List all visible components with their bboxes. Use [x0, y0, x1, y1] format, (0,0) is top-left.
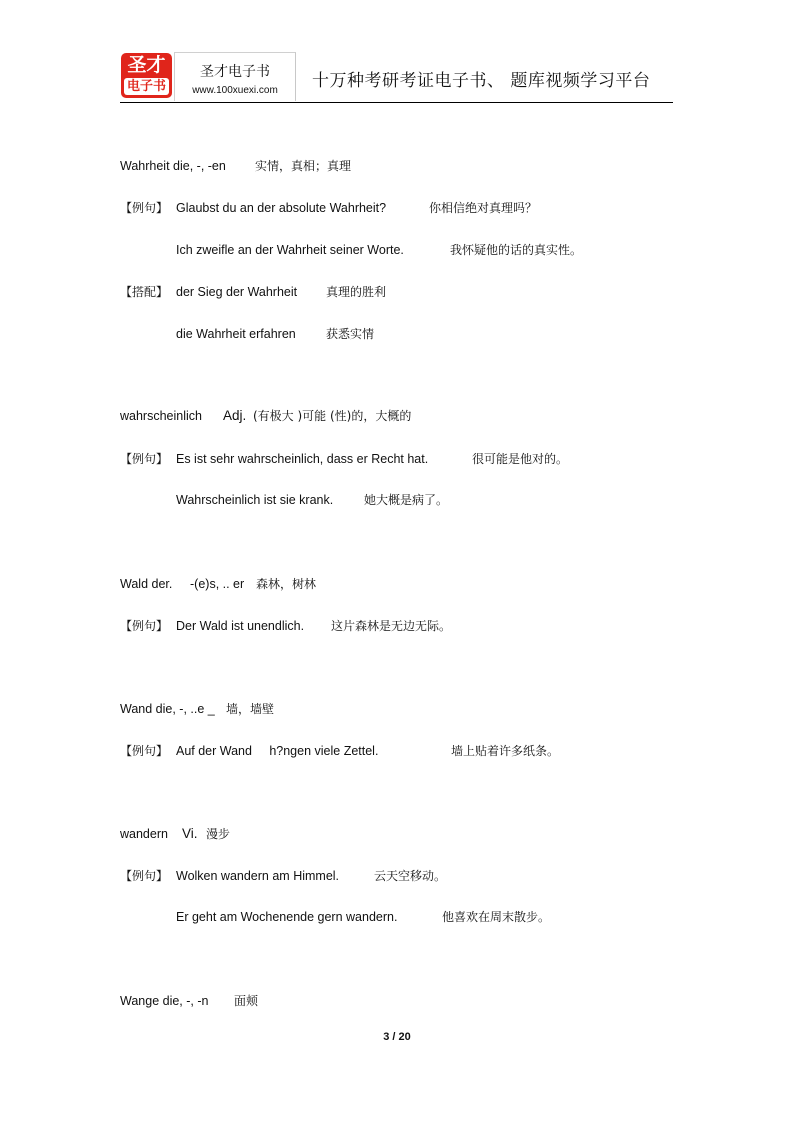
- tag-label: 【例句】: [120, 869, 169, 883]
- example-line: [120, 618, 452, 634]
- german-text: Ich zweifle an der Wahrheit seiner Worte.: [176, 243, 404, 257]
- word-forms: -(e)s, .. er: [190, 577, 245, 591]
- meaning: 实情，真相；真理: [255, 159, 352, 173]
- entry-headword-line: [120, 158, 352, 174]
- headword: Wald der.: [120, 577, 173, 591]
- chinese-text: 这片森林是无边无际。: [331, 619, 452, 633]
- tag-label: 【例句】: [120, 619, 169, 633]
- german-text: Es ist sehr wahrscheinlich, dass er Recht hat.: [176, 452, 429, 466]
- entry-headword-line: [120, 993, 259, 1009]
- brand-url: www.100xuexi.com: [192, 85, 278, 96]
- meaning: (有极大 )可能 (性)的，大概的: [253, 409, 412, 423]
- page-number: 3 / 20: [383, 1031, 411, 1043]
- chinese-text: 他喜欢在周末散步。: [442, 910, 551, 924]
- chinese-text: 墙上贴着许多纸条。: [451, 744, 560, 758]
- german-text: Wolken wandern am Himmel.: [176, 869, 340, 883]
- part-of-speech: Adj.: [223, 408, 247, 423]
- german-text: die Wahrheit erfahren: [176, 327, 296, 341]
- example-line: [120, 868, 447, 884]
- german-text: Auf der Wand h?ngen viele Zettel.: [176, 744, 379, 758]
- tag-label: 【搭配】: [120, 285, 169, 299]
- logo-text-bottom: 电子书: [124, 78, 169, 95]
- german-text: Glaubst du an der absolute Wahrheit?: [176, 201, 387, 215]
- example-line: [176, 242, 583, 258]
- example-line: [120, 743, 560, 759]
- chinese-text: 很可能是他对的。: [472, 452, 569, 466]
- headword: Wahrheit die, -, -en: [120, 159, 226, 173]
- example-line: [176, 909, 551, 925]
- entry-headword-line: [120, 826, 231, 842]
- header-slogan: 十万种考研考证电子书、 题库视频学习平台: [312, 71, 651, 91]
- brand-name: 圣才电子书: [200, 64, 270, 80]
- page-header: [120, 50, 673, 103]
- headword: Wange die, -, -n: [120, 994, 209, 1008]
- german-text: Wahrscheinlich ist sie krank.: [176, 493, 334, 507]
- example-line: [176, 492, 449, 508]
- german-text: Der Wald ist unendlich.: [176, 619, 305, 633]
- collocation-line: [120, 284, 387, 300]
- chinese-text: 你相信绝对真理吗？: [429, 201, 538, 215]
- headword: wahrscheinlich: [120, 409, 202, 423]
- german-text: Er geht am Wochenende gern wandern.: [176, 910, 398, 924]
- headword: wandern: [120, 827, 168, 841]
- meaning: 墙，墙壁: [226, 702, 275, 716]
- meaning: 面颊: [234, 994, 259, 1008]
- chinese-text: 云天空移动。: [374, 869, 447, 883]
- entry-headword-line: [120, 701, 275, 717]
- tag-label: 【例句】: [120, 452, 169, 466]
- example-line: [120, 451, 569, 467]
- logo-text-top: 圣才: [127, 54, 166, 76]
- tag-label: 【例句】: [120, 201, 169, 215]
- german-text: der Sieg der Wahrheit: [176, 285, 298, 299]
- meaning: 森林，树林: [256, 577, 317, 591]
- headword: Wand die, -, ..e _: [120, 702, 215, 716]
- entry-headword-line: [120, 408, 412, 424]
- chinese-text: 真理的胜利: [326, 285, 387, 299]
- chinese-text: 我怀疑他的话的真实性。: [450, 243, 583, 257]
- entry-headword-line: [120, 576, 317, 592]
- part-of-speech: Vi.: [182, 826, 198, 841]
- chinese-text: 她大概是病了。: [364, 493, 449, 507]
- shengcai-logo: [121, 53, 172, 98]
- chinese-text: 获悉实情: [326, 327, 375, 341]
- example-line: [120, 200, 538, 216]
- collocation-line: [176, 326, 375, 342]
- brand-box: [174, 52, 296, 101]
- meaning: 漫步: [206, 827, 231, 841]
- tag-label: 【例句】: [120, 744, 169, 758]
